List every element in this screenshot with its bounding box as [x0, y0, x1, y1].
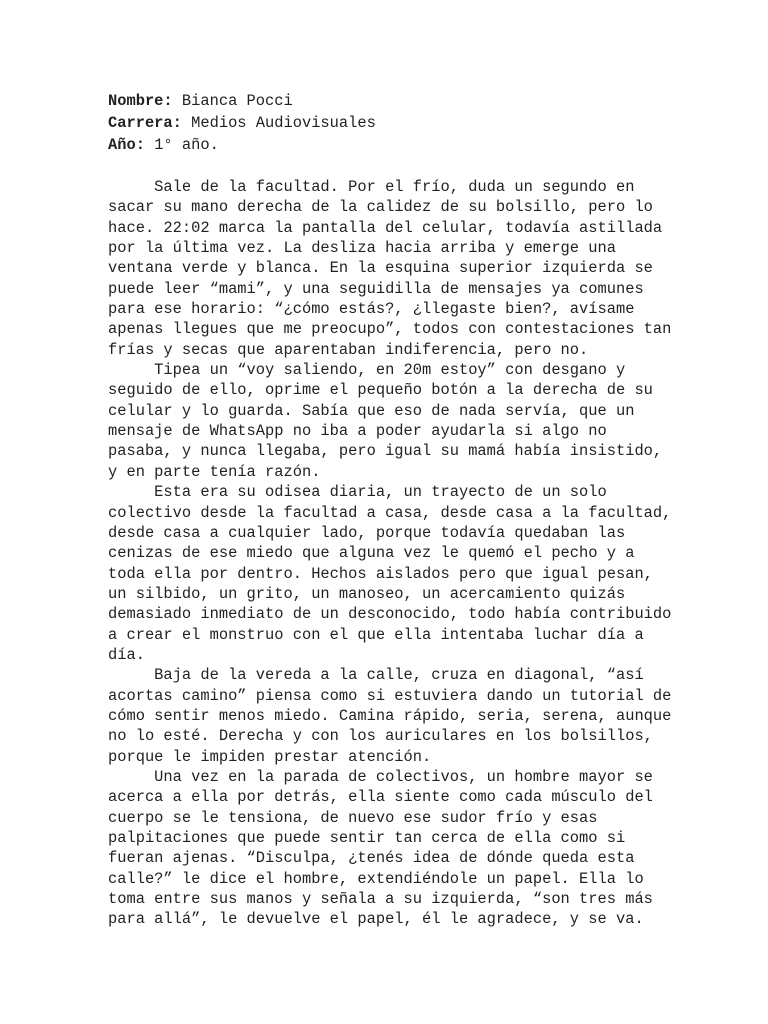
text-line: cuerpo se le tensiona, de nuevo ese sudor frío y esas: [108, 808, 598, 827]
text-line: por la última vez. La desliza hacia arriba y emerge una: [108, 239, 616, 258]
text-line: Tipea un “voy saliendo, en 20m estoy” con desgano y: [108, 361, 626, 380]
year-value: 1° año.: [144, 136, 219, 154]
career-value: Medios Audiovisuales: [181, 114, 376, 132]
text-line: mensaje de WhatsApp no iba a poder ayudarla si algo no: [108, 422, 607, 441]
text-line: Sale de la facultad. Por el frío, duda un segundo en: [108, 178, 635, 196]
text-line: para allá”, le devuelve el papel, él le agradece, y se va.: [108, 910, 644, 929]
text-line: para ese horario: “¿cómo estás?, ¿llegaste bien?, avísame: [108, 300, 635, 319]
text-line: toma entre sus manos y señala a su izquierda, “son tres más: [108, 890, 653, 909]
text-line: seguido de ello, oprime el pequeño botón a la derecha de su: [108, 381, 653, 400]
career-label: Carrera:: [108, 114, 182, 132]
text-line: toda ella por dentro. Hechos aislados pero que igual pesan,: [108, 564, 653, 583]
text-line: celular y lo guarda. Sabía que eso de nada servía, que un: [108, 401, 635, 420]
text-line: palpitaciones que puede sentir tan cerca de ella como si: [108, 829, 626, 847]
name-line: [108, 90, 668, 112]
story-body: [108, 177, 672, 930]
text-line: cenizas de ese miedo que alguna vez le quemó el pecho y a: [108, 544, 635, 563]
text-line: un silbido, un grito, un manoseo, un acercamiento quizás: [108, 584, 626, 603]
text-line: apenas llegues que me preocupo”, todos con contestaciones tan: [108, 320, 672, 339]
text-line: demasiado inmediato de un desconocido, todo había contribuido: [108, 605, 672, 624]
text-line: a crear el monstruo con el que ella intentaba luchar día a: [108, 625, 644, 644]
name-value: Bianca Pocci: [172, 92, 293, 110]
career-line: [108, 112, 668, 134]
text-line: sacar su mano derecha de la calidez de su bolsillo, pero lo: [108, 198, 653, 217]
text-line: Una vez en la parada de colectivos, un hombre mayor se: [108, 767, 653, 786]
year-label: Año:: [108, 136, 145, 154]
text-line: colectivo desde la facultad a casa, desde casa a la facultad,: [108, 503, 672, 522]
text-line: frías y secas que aparentaban indiferencia, pero no.: [108, 340, 589, 359]
text-line: no lo esté. Derecha y con los auriculares en los bolsillos,: [108, 727, 653, 746]
text-line: Esta era su odisea diaria, un trayecto de un solo: [108, 483, 607, 502]
text-line: porque le impiden prestar atención.: [108, 747, 432, 766]
text-line: y en parte tenía razón.: [108, 462, 321, 481]
text-line: pasaba, y nunca llegaba, pero igual su mamá había insistido,: [108, 442, 663, 461]
text-line: fueran ajenas. “Disculpa, ¿tenés idea de dónde queda esta: [108, 849, 635, 868]
text-line: hace. 22:02 marca la pantalla del celular, todavía astillada: [108, 218, 663, 237]
text-line: acerca a ella por detrás, ella siente como cada músculo del: [108, 788, 653, 807]
text-line: acortas camino” piensa como si estuviera dando un tutorial de: [108, 686, 672, 705]
text-line: calle?” le dice el hombre, extendiéndole un papel. Ella lo: [108, 869, 644, 888]
text-line: cómo sentir menos miedo. Camina rápido, seria, serena, aunque: [108, 706, 672, 725]
text-line: puede leer “mami”, y una seguidilla de mensajes ya comunes: [108, 279, 644, 298]
document-header: [108, 90, 668, 156]
name-label: Nombre:: [108, 92, 173, 110]
year-line: [108, 134, 668, 156]
text-line: ventana verde y blanca. En la esquina superior izquierda se: [108, 259, 653, 278]
text-line: día.: [108, 645, 145, 664]
text-line: Baja de la vereda a la calle, cruza en diagonal, “así: [108, 666, 644, 685]
text-line: desde casa a cualquier lado, porque todavía quedaban las: [108, 523, 626, 542]
